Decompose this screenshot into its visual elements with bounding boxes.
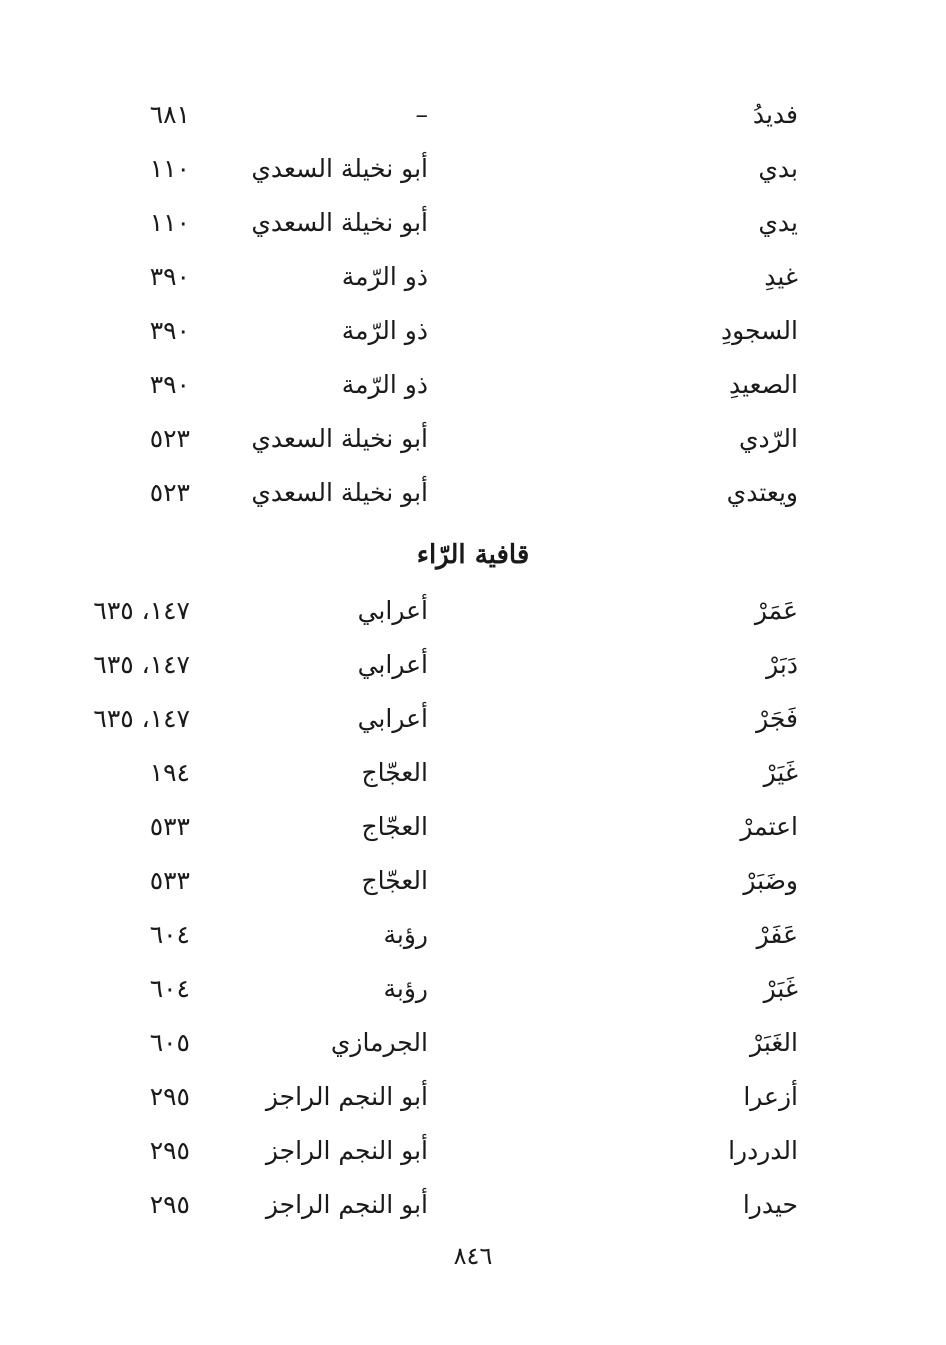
poet-name: أبو النجم الراجز	[265, 1082, 428, 1111]
rhyme-word: الدردرا	[728, 1136, 798, 1165]
rhyme-word: حيدرا	[742, 1190, 798, 1219]
table-row	[0, 800, 946, 854]
rhyme-word: غيدِ	[764, 262, 798, 291]
poet-name: الجرمازي	[330, 1028, 428, 1057]
poet-name: ذو الرّمة	[341, 316, 428, 345]
table-row	[0, 196, 946, 250]
poet-name: أبو النجم الراجز	[265, 1190, 428, 1219]
page-refs: ١٤٧، ٦٣٥	[93, 596, 190, 625]
poet-name: أبو نخيلة السعدي	[251, 208, 428, 237]
rhyme-word: فديدُ	[752, 100, 798, 129]
table-row	[0, 88, 946, 142]
rhyme-word: غَبَرْ	[763, 974, 798, 1003]
table-row	[0, 746, 946, 800]
table-row	[0, 1070, 946, 1124]
poet-name: العجّاج	[361, 758, 428, 787]
rhyme-word: عَمَرْ	[754, 596, 798, 625]
poet-name: أبو نخيلة السعدي	[251, 154, 428, 183]
page-refs: ١١٠	[149, 208, 190, 237]
rhyme-word: فَجَرْ	[756, 704, 798, 733]
table-row	[0, 584, 946, 638]
poet-name: أعرابي	[357, 650, 428, 679]
table-row	[0, 638, 946, 692]
poet-name: العجّاج	[361, 866, 428, 895]
table-row	[0, 962, 946, 1016]
table-row	[0, 358, 946, 412]
poet-name: –	[415, 100, 428, 129]
table-row	[0, 412, 946, 466]
page-refs: ٣٩٠	[149, 262, 190, 291]
table-row	[0, 908, 946, 962]
rhyme-word: عَفَرْ	[756, 920, 798, 949]
rhyme-word: يدي	[758, 208, 798, 237]
rhyme-word: أزعرا	[743, 1082, 798, 1111]
rhyme-word: وضَبَرْ	[743, 866, 798, 895]
page-refs: ٣٩٠	[149, 370, 190, 399]
page-number: ٨٤٦	[453, 1242, 493, 1270]
table-row	[0, 304, 946, 358]
table-row	[0, 1124, 946, 1178]
rhyme-word: الصعيدِ	[729, 370, 798, 399]
page-refs: ٦٠٤	[149, 974, 190, 1003]
section-heading: قافية الرّاء	[416, 540, 530, 570]
page-refs: ٢٩٥	[149, 1082, 190, 1111]
page-refs: ٦٨١	[149, 100, 190, 129]
rhyme-word: ويعتدي	[726, 478, 798, 507]
rhyme-word: اعتمرْ	[740, 812, 798, 841]
table-row	[0, 692, 946, 746]
rhyme-word: الرّدي	[738, 424, 798, 453]
poet-name: ذو الرّمة	[341, 370, 428, 399]
table-row	[0, 250, 946, 304]
page-refs: ٢٩٥	[149, 1190, 190, 1219]
table-row	[0, 1016, 946, 1070]
poet-name: أبو النجم الراجز	[265, 1136, 428, 1165]
page-refs: ٥٢٣	[149, 424, 190, 453]
page-refs: ٥٣٣	[149, 812, 190, 841]
page-refs: ١٤٧، ٦٣٥	[93, 650, 190, 679]
poet-name: أبو نخيلة السعدي	[251, 478, 428, 507]
page-refs: ١١٠	[149, 154, 190, 183]
page-refs: ١٤٧، ٦٣٥	[93, 704, 190, 733]
poet-name: أعرابي	[357, 704, 428, 733]
table-row	[0, 1178, 946, 1232]
poet-name: رؤبة	[383, 920, 428, 949]
table-row	[0, 142, 946, 196]
page-refs: ١٩٤	[149, 758, 190, 787]
poet-name: رؤبة	[383, 974, 428, 1003]
page-refs: ٥٢٣	[149, 478, 190, 507]
poet-name: العجّاج	[361, 812, 428, 841]
poet-name: أعرابي	[357, 596, 428, 625]
rhyme-word: دَبَرْ	[766, 650, 798, 679]
page-refs: ٣٩٠	[149, 316, 190, 345]
table-row	[0, 466, 946, 520]
poet-name: أبو نخيلة السعدي	[251, 424, 428, 453]
rhyme-word: بدي	[758, 154, 798, 183]
poet-name: ذو الرّمة	[341, 262, 428, 291]
page-refs: ٥٣٣	[149, 866, 190, 895]
rhyme-word: الغَبَرْ	[750, 1028, 798, 1057]
rhyme-word: غَيَرْ	[763, 758, 798, 787]
page-refs: ٢٩٥	[149, 1136, 190, 1165]
page-refs: ٦٠٥	[149, 1028, 190, 1057]
rhyme-word: السجودِ	[720, 316, 798, 345]
table-row	[0, 854, 946, 908]
page-refs: ٦٠٤	[149, 920, 190, 949]
